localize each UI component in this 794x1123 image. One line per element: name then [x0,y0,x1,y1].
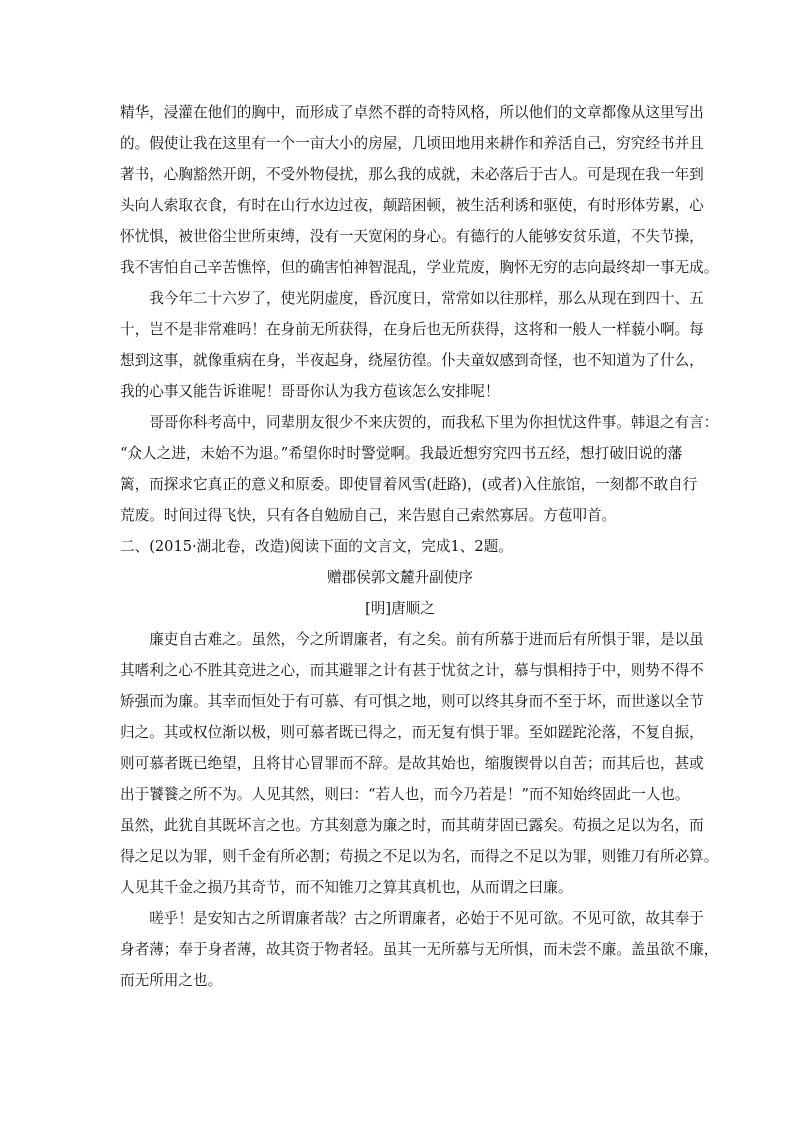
text-line: 得之足以为罪，则千金有所必割；苟损之不足以为名，而得之不足以为罪，则锥刀有所必算。 [120,848,719,865]
passage2-paragraph-2 [120,903,719,996]
text-line: 虽然，此犹自其既坏言之也。方其刻意为廉之时，而其萌芽固已露矣。苟损之足以为名，而 [120,817,704,834]
text-line: “众人之进，未始不为退。”希望你时时警觉啊。我最近想穷究四书五经，想打破旧说的藩 [120,445,683,462]
text-line: 我不害怕自己辛苦憔悴，但的确害怕神智混乱，学业荒废，胸怀无穷的志向最终却一事无成。 [120,259,719,276]
text-line: 其嗜利之心不胜其竞进之心，而其避罪之计有甚于忧贫之计，慕与惧相持于中，则势不得不 [120,662,704,679]
text-line: 而无所用之也。 [120,972,223,989]
text-line: 则可慕者既已绝望，且将甘心冒罪而不辞。是故其始也，缩腹锲骨以自苦；而其后也，甚或 [120,755,704,772]
passage2-paragraph-1 [120,624,719,903]
text-line: 我的心事又能告诉谁呢！哥哥你认为我方苞该怎么安排呢！ [120,383,500,400]
passage2-author [120,593,680,624]
question-text: 二、(2015·湖北卷，改造)阅读下面的文言文，完成1、2题。 [120,538,513,555]
passage1-paragraph-3 [120,407,719,531]
text-line: 想到这事，就像重病在身，半夜起身，绕屋彷徨。仆夫童奴感到奇怪，也不知道为了什么， [120,352,704,369]
text-line: 矫强而为廉。其幸而恒处于有可慕、有可惧之地，则可以终其身而不至于坏，而世遂以全节 [120,693,704,710]
text-line: 头向人索取衣食，有时在山行水边过夜，颠踣困顿，被生活利诱和驱使，有时形体劳累，心 [120,197,704,214]
passage1-paragraph-2 [120,283,704,407]
text-line: 身者薄；奉于身者薄，故其资于物者轻。虽其一无所慕与无所惧，而未尝不廉。盖虽欲不廉， [120,941,719,958]
text-line: 十，岂不是非常难吗！在身前无所获得，在身后也无所获得，这将和一般人一样藐小啊。每 [120,321,704,338]
text-line: 篱，而探求它真正的意义和原委。即使冒着风雪(赶路)，(或者)入住旅馆，一刻都不敢自行 [120,476,698,493]
text-line: 荒废。时间过得飞快，只有各自勉励自己，来告慰自己索然寡居。方苞叩首。 [120,507,617,524]
text-line: 著书，心胸豁然开朗，不受外物侵扰，那么我的成就，未必落后于古人。可是现在我一年到 [120,166,704,183]
passage1-paragraph-1 [120,97,719,283]
author-text: [明]唐顺之 [365,600,435,617]
text-line: 人见其千金之损乃其奇节，而不知锥刀之算其真机也，从而谓之曰廉。 [120,879,573,896]
text-line: 哥哥你科考高中，同辈朋友很少不来庆贺的，而我私下里为你担忧这件事。韩退之有言： [149,414,719,431]
text-line: 归之。其或权位渐以极，则可慕者既已得之，而无复有惧于罪。至如蹉跎沦落，不复自振， [120,724,704,741]
text-line: 嗟乎！是安知古之所谓廉者哉？古之所谓廉者，必始于不见可欲。不见可欲，故其奉于 [149,910,704,927]
document-body [120,97,719,996]
text-line: 出于饕餮之所不为。人见其然，则曰：“若人也，而今乃若是！”而不知始终固此一人也。 [120,786,690,803]
text-line: 精华，浸灌在他们的胸中，而形成了卓然不群的奇特风格，所以他们的文章都像从这里写出 [120,104,704,121]
text-line: 我今年二十六岁了，使光阴虚度，昏沉度日，常常如以往那样，那么从现在到四十、五 [149,290,704,307]
question-heading [120,531,680,562]
passage2-title [120,562,680,593]
text-line: 的。假使让我在这里有一个一亩大小的房屋，几顷田地用来耕作和养活自己，穷究经书并且 [120,135,704,152]
text-line: 廉吏自古难之。虽然，今之所谓廉者，有之矣。前有所慕于进而后有所惧于罪，是以虽 [149,631,704,648]
text-line: 怀忧惧，被世俗尘世所束缚，没有一天宽闲的身心。有德行的人能够安贫乐道，不失节操， [120,228,704,245]
title-text: 赠郡侯郭文麓升副使序 [327,569,473,586]
